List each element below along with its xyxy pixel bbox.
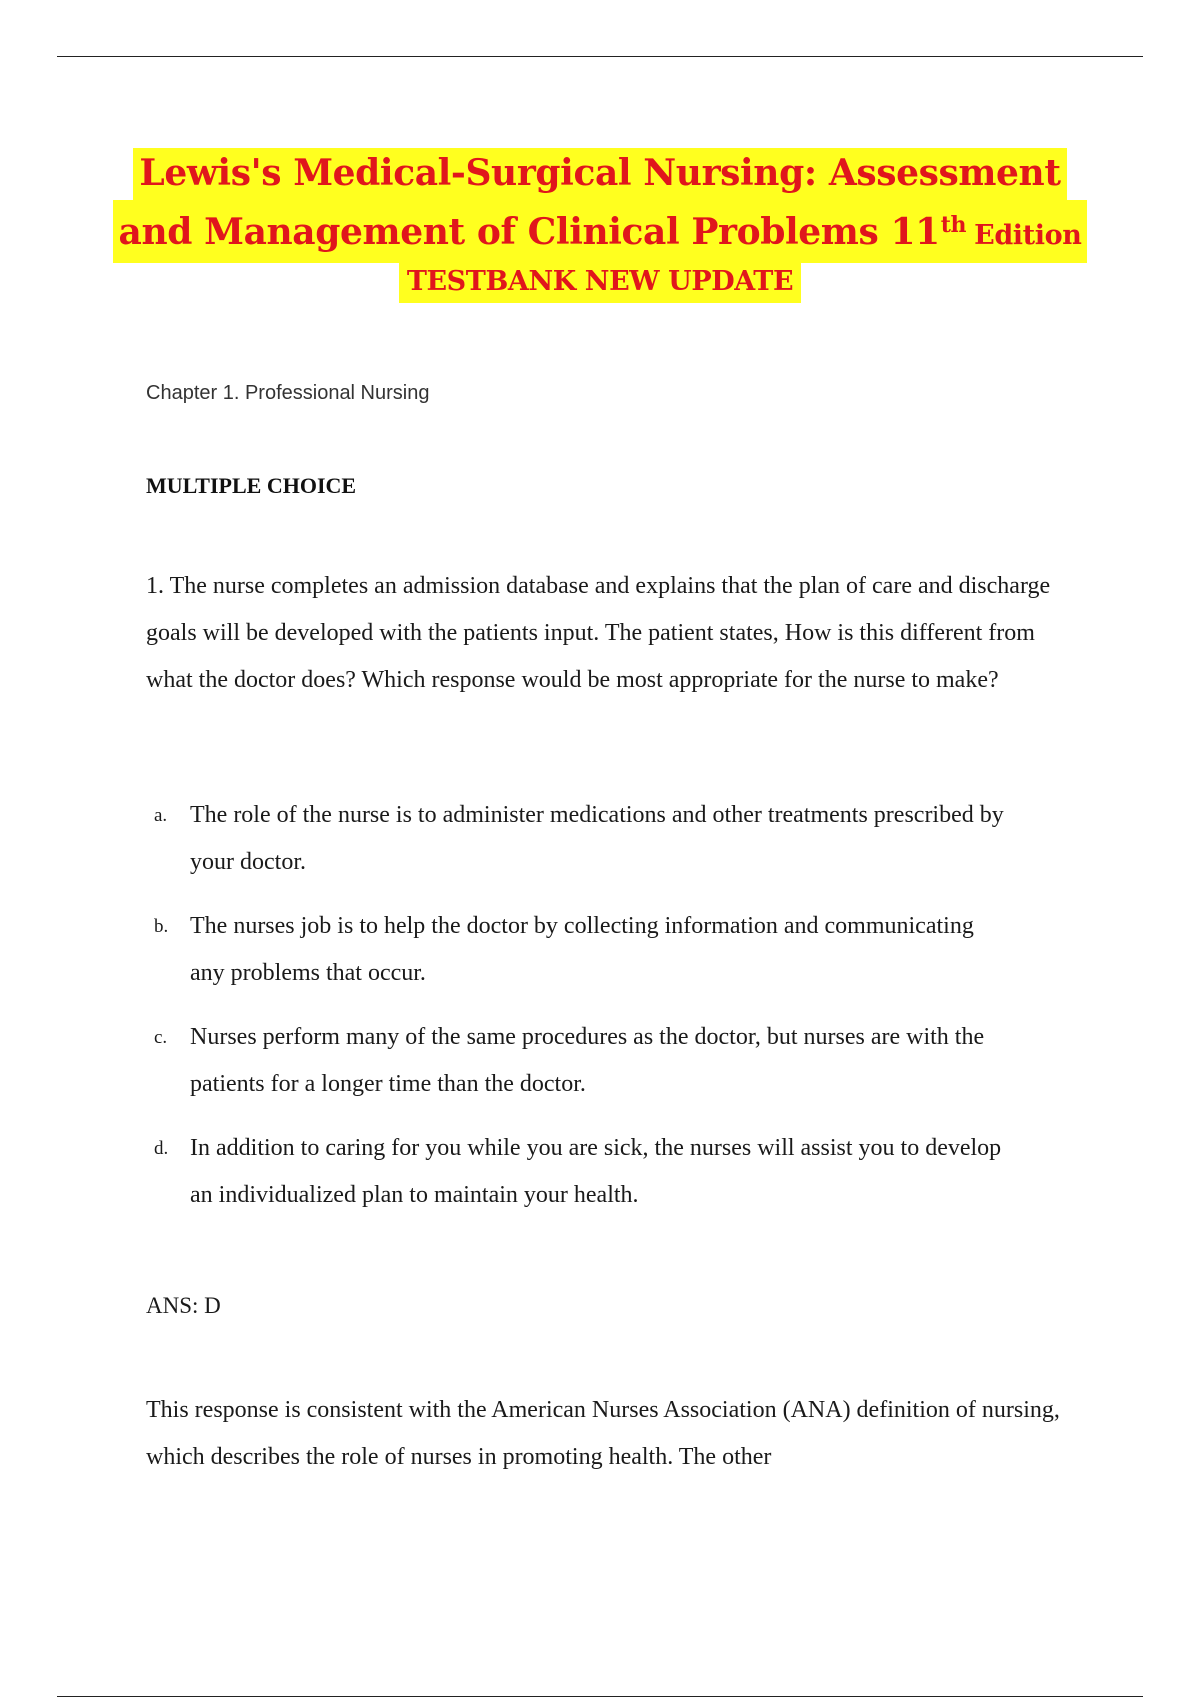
- document-title: [0, 148, 1200, 303]
- bottom-rule: [57, 1696, 1143, 1697]
- title-line-3: TESTBANK NEW UPDATE: [399, 263, 801, 303]
- answer-options: [146, 792, 1081, 1236]
- option-c: [146, 1014, 1010, 1108]
- title-line-2: [113, 200, 1088, 263]
- option-letter: c.: [154, 1027, 168, 1048]
- title-superscript: th: [940, 212, 967, 238]
- option-text: In addition to caring for you while you are sick, the nurses will assist you to develop an individualized plan to maintain your health.: [190, 1135, 1002, 1208]
- option-letter: a.: [154, 805, 168, 826]
- option-text: The nurses job is to help the doctor by collecting information and communicating any problems that occur.: [190, 913, 974, 986]
- rationale-text: This response is consistent with the American Nurses Association (ANA) definition of nursing, which describes the role of nurses in promoting health. The other: [146, 1397, 1060, 1470]
- option-text: The role of the nurse is to administer medications and other treatments prescribed by your doctor.: [190, 802, 1004, 875]
- option-a: [146, 792, 1010, 886]
- section-heading: MULTIPLE CHOICE: [146, 473, 357, 498]
- option-b: [146, 903, 1010, 997]
- chapter-heading: Chapter 1. Professional Nursing: [146, 382, 430, 404]
- option-letter: d.: [154, 1138, 169, 1159]
- option-letter: b.: [154, 916, 169, 937]
- top-rule: [57, 56, 1143, 57]
- option-d: [146, 1125, 1010, 1219]
- option-text: Nurses perform many of the same procedures as the doctor, but nurses are with the patients for a longer time than the doctor.: [190, 1024, 985, 1097]
- title-edition: Edition: [974, 220, 1082, 251]
- title-line-1: Lewis's Medical-Surgical Nursing: Assessment: [133, 148, 1066, 200]
- question-text: 1. The nurse completes an admission database and explains that the plan of care and discharge goals will be developed with the patients input. The patient states, How is this different from what the doctor does? Which response would be most appropriate for the nurse to make?: [146, 573, 1051, 693]
- answer-key: ANS: D: [146, 1293, 221, 1318]
- title-line-2-text: and Management of Clinical Problems 11: [118, 211, 940, 253]
